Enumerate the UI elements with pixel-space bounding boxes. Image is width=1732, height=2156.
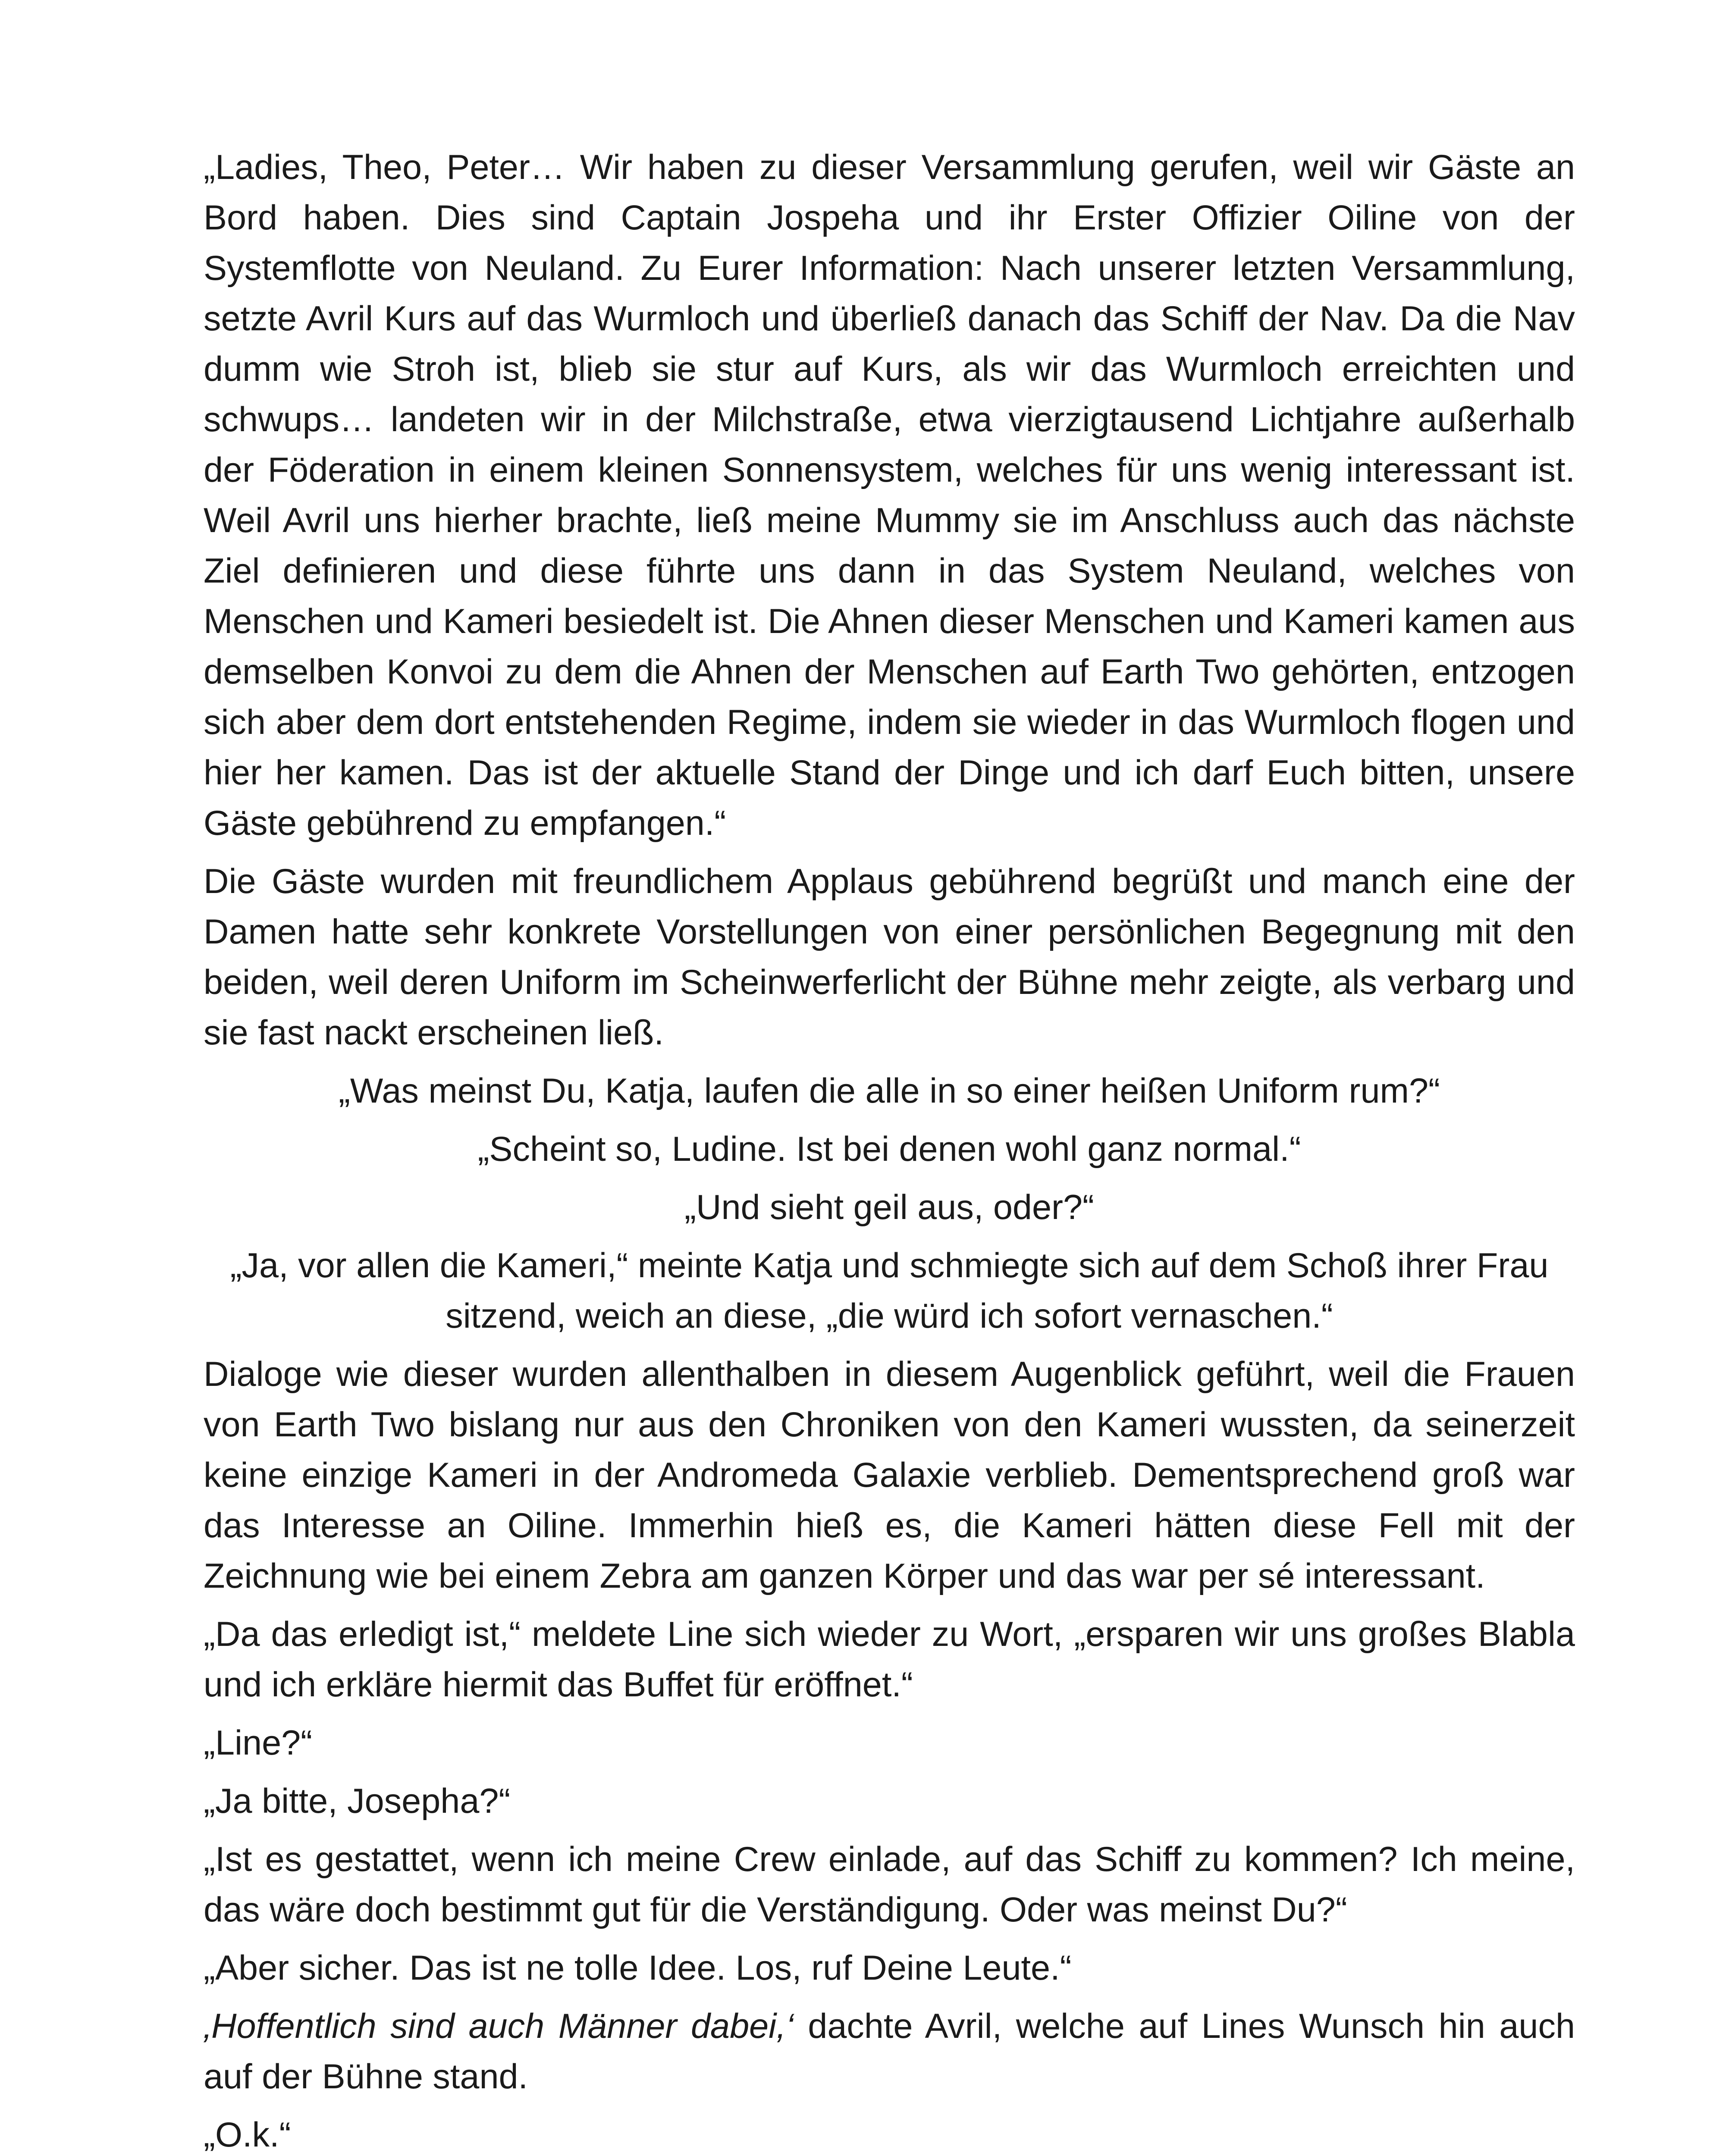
dialogue-geil: „Und sieht geil aus, oder?“	[684, 1188, 1094, 1227]
dialogue-line: „Line?“	[204, 1724, 313, 1762]
body-text	[204, 142, 1575, 2156]
paragraph-applause: Die Gäste wurden mit freundlichem Applaus gebührend begrüßt und manch eine der Damen hatte sehr konkrete Vorstellungen von einer persönlichen Begegnung mit den beiden, weil deren Uniform im Scheinwerferlicht der Bühne mehr zeigte, als verbarg und sie fast nackt erscheinen ließ.	[204, 862, 1575, 1052]
dialogue-josepha: „Ja bitte, Josepha?“	[204, 1782, 511, 1821]
paragraph-buffet: „Da das erledigt ist,“ meldete Line sich wieder zu Wort, „ersparen wir uns großes Blabla und ich erkläre hiermit das Buffet für eröffnet.“	[204, 1615, 1575, 1704]
paragraph-avril-thought	[204, 2001, 1575, 2102]
dialogue-kameri: „Ja, vor allen die Kameri,“ meinte Katja und schmiegte sich auf dem Schoß ihrer Frau sitzend, weich an diese, „die würd ich sofort vernaschen.“	[230, 1246, 1549, 1335]
avril-thought-italic: ‚Hoffentlich sind auch Männer dabei,‘	[204, 2007, 794, 2046]
paragraph-dialogues: Dialoge wie dieser wurden allenthalben in diesem Augenblick geführt, weil die Frauen von Earth Two bislang nur aus den Chroniken von den Kameri wussten, da seinerzeit keine einzige Kameri in der Andromeda Galaxie verblieb. Dementsprechend groß war das Interesse an Oiline. Immerhin hieß es, die Kameri hätten diese Fell mit der Zeichnung wie bei einem Zebra am ganzen Körper und das war per sé interessant.	[204, 1355, 1575, 1595]
dialogue-ok: „O.k.“	[204, 2115, 291, 2154]
dialogue-aber-sicher: „Aber sicher. Das ist ne tolle Idee. Los, ruf Deine Leute.“	[204, 1949, 1072, 1987]
dialogue-crew-invite: „Ist es gestattet, wenn ich meine Crew einlade, auf das Schiff zu kommen? Ich meine, das wäre doch bestimmt gut für die Verständigung. Oder was meinst Du?“	[204, 1840, 1575, 1929]
paragraph-announcement: „Ladies, Theo, Peter… Wir haben zu dieser Versammlung gerufen, weil wir Gäste an Bord haben. Dies sind Captain Jospeha und ihr Erster Offizier Oiline von der Systemflotte von Neuland. Zu Eurer Information: Nach unserer letzten Versammlung, setzte Avril Kurs auf das Wurmloch und überließ danach das Schiff der Nav. Da die Nav dumm wie Stroh ist, blieb sie stur auf Kurs, als wir das Wurmloch erreichten und schwups… landeten wir in der Milchstraße, etwa vierzigtausend Lichtjahre außerhalb der Föderation in einem kleinen Sonnensystem, welches für uns wenig interessant ist. Weil Avril uns hierher brachte, ließ meine Mummy sie im Anschluss auch das nächste Ziel definieren und diese führte uns dann in das System Neuland, welches von Menschen und Kameri besiedelt ist. Die Ahnen dieser Menschen und Kameri kamen aus demselben Konvoi zu dem die Ahnen der Menschen auf Earth Two gehörten, entzogen sich aber dem dort entstehenden Regime, indem sie wieder in das Wurmloch flogen und hier her kamen. Das ist der aktuelle Stand der Dinge und ich darf Euch bitten, unsere Gäste gebührend zu empfangen.“	[204, 148, 1575, 843]
dialogue-katja-question: „Was meinst Du, Katja, laufen die alle in so einer heißen Uniform rum?“	[338, 1072, 1440, 1110]
dialogue-ludine-answer: „Scheint so, Ludine. Ist bei denen wohl ganz normal.“	[477, 1130, 1301, 1169]
avril-thought-rest: dachte Avril, welche auf Lines Wunsch hin auch auf der Bühne stand.	[204, 2007, 1575, 2096]
